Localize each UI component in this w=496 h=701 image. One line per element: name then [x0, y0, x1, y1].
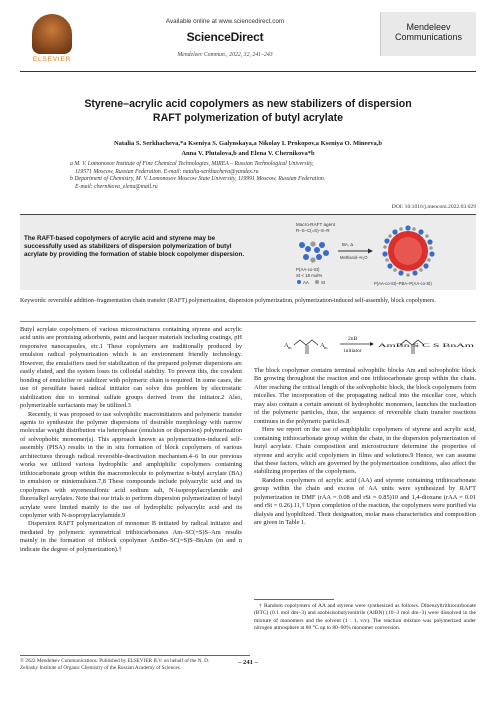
- copyright-notice: © 2022 Mendeleev Communications. Published by ELSEVIER B.V. on behalf of the N. D. Zelinsky Institute of Organic Chemistry of the Russian Academy of Sciences.: [20, 658, 210, 671]
- affiliation-a-line2: 119571 Moscow, Russian Federation. E-mail: natalia-serkhacheva@yandex.ru: [75, 168, 259, 175]
- legend-st-marker: [315, 280, 319, 284]
- micelle-particle: [382, 225, 434, 276]
- paragraph: Here we report on the use of amphiphilic copolymers of styrene and acrylic acid, containing trithiocarbonate group within the chain, in the dispersion polymerization of butyl acrylate. Chain composition and microstructure determine the properties of styrene and acrylic acid copolymers in films and solutions.9 Hence, we can assume that these factors, which are governed by the polymerization conditions, also affect the stabilizing properties of the copolymers.: [254, 426, 476, 476]
- journal-title-line1: Mendeleev: [406, 22, 451, 32]
- scheme-arrow-top: 2nB: [348, 336, 358, 342]
- copolymer-chain: [299, 241, 329, 262]
- abstract-text: The RAFT-based copolymers of acrylic acid and styrene may be successfully used as stabilizers of dispersion polymerization of butyl acrylate by providing the formation of stable block copolymer dispersion.: [24, 235, 245, 259]
- authors-line2[interactable]: Anna V. Plutalova,b and Elena V. Chernikova*b: [181, 149, 315, 157]
- graphic-product-label: P(AA-co-St)–PBA–P(AA-co-St): [374, 281, 432, 286]
- legend-aa-marker: [297, 280, 301, 284]
- footnote: [254, 603, 476, 632]
- keywords-divider: [20, 321, 476, 322]
- affiliation-a-line1: a M. V. Lomonosov Institute of Fine Chemical Technologies, MIREA – Russian Technological University,: [70, 161, 314, 167]
- title-line1: Styrene–acrylic acid copolymers as new stabilizers of dispersion: [84, 98, 412, 110]
- header-center: [100, 12, 350, 58]
- doi-link[interactable]: DOI: 10.1016/j.mencom.2022.03.029: [391, 204, 476, 210]
- sciencedirect-logo[interactable]: ScienceDirect: [186, 30, 264, 44]
- graphic-macro-label: Macro-RAFT agent: [296, 222, 335, 227]
- scheme-arrowhead: [370, 342, 374, 346]
- affiliation-a: [70, 161, 440, 176]
- scheme-right-label: AmBn S C S BnAm: [378, 343, 476, 349]
- publisher-name: ELSEVIER: [32, 56, 72, 63]
- abstract-graphic: [290, 219, 470, 287]
- scheme-arrow-bottom: initiator: [344, 348, 362, 354]
- keywords-text: Keywords: reversible addition–fragmentation chain transfer (RAFT) polymerization, dispersion polymerization, polymerization-induced self-assembly, block copolymers.: [20, 298, 436, 304]
- affiliation-b: [70, 176, 440, 191]
- footnote-divider: [254, 599, 334, 600]
- body-column-left: [20, 326, 242, 554]
- available-online[interactable]: Available online at www.sciencedirect.com: [165, 18, 285, 25]
- reaction-arrowhead: [368, 249, 373, 254]
- body-column-right: [254, 367, 476, 528]
- scheme-left-a2: A: [320, 342, 325, 349]
- authors-line1[interactable]: Natalia S. Serkhacheva,*a Kseniya S. Galynskaya,a Nikolay I. Prokopov,a Kseniya O. Mineeva,b: [113, 140, 383, 147]
- page-number: – 241 –: [238, 659, 258, 666]
- scheme-left-m2: m: [324, 345, 328, 350]
- graphic-formula-label: R–S–C(=S)–S–R: [296, 228, 330, 233]
- paragraph: Dispersion RAFT polymerization of monomer B initiated by radical initiator and mediated by polymeric symmetrical trithiocarbonates Am–SC(=S)S–Am results mainly in the formation of triblock copolymer AmBn–SC(=S)S–BnAm (m and n indicate the degree of polymerization).†: [20, 520, 242, 553]
- graphical-abstract: [20, 214, 476, 290]
- paragraph: Recently, it was proposed to use solvophilic macroinitiators and polymeric transfer agents to synthesize the polymer dispersions of desirable morphology with narrow molecular weight distribution via heterophase (emulsion or dispersion) polymerization of solvophobic monomer(s). This approach known as polymerization-induced self-assembly (PISA) results in the in situ formation of block copolymers of various architectures through radical reversible-deactivation mechanism.4–6 In our previous works we utilized various hydrophilic and amphiphilic copolymers containing trithiocarbonate group within the macromolecule to polymerize n-butyl acrylate (BA) in emulsion or miniemulsion.7,8 These compounds include polyacrylic acid and its copolymers with styrenesulfonic acid sodium salt, N-isopropylacrylamide and fluoroalkyl acrylates. Note that our trials to perform dispersion polymerization of butyl acrylate were limited mainly to the use of hydrophilic polyacrylic acid and its copolymer with N-isopropylacrylamide.9: [20, 410, 242, 519]
- scheme-left-m: m: [288, 345, 292, 350]
- scheme-left-a: A: [284, 342, 289, 349]
- elsevier-tree-icon: [32, 14, 72, 54]
- affiliation-b-line1: b Department of Chemistry, M. V. Lomonosov Moscow State University, 119991 Moscow, Russian Federation.: [70, 176, 326, 183]
- journal-title-line2: Communications: [394, 32, 463, 42]
- affiliations: [70, 161, 440, 191]
- legend-aa-label: AA: [303, 280, 309, 285]
- title-line2: RAFT polymerization of butyl acrylate: [152, 112, 344, 124]
- reaction-scheme: [254, 326, 476, 364]
- scheme-left-backbone: [294, 340, 318, 345]
- arrow-solvent-label: Methanol–H₂O: [340, 255, 368, 260]
- copyright-divider: [20, 655, 250, 656]
- graphic-polymer-label: P(AA-co-St): [296, 267, 320, 272]
- paragraph: Random copolymers of acrylic acid (AA) and styrene containing trithiocarbonate group within the chain and excess of AA units were synthesized by RAFT polymerization in DMF (rAA = 0.08 and rSt = 0.85)10 and 1,4-dioxane (rAA = 0.01 and rSt = 0.26).11,† Upon completion of the reaction, the copolymers were purified via dialysis and lyophilized. Their designation, molar mass characteristics and composition are given in Table 1.: [254, 476, 476, 527]
- graphic-st-label: St < 18 mol%: [296, 273, 323, 278]
- journal-header: [20, 12, 476, 72]
- author-list: [20, 139, 476, 158]
- legend-st-label: St: [321, 280, 326, 285]
- keywords: [20, 297, 476, 305]
- footnote-text: † Random copolymers of AA and styrene were synthesized as follows. Dibenzyltrithiocarbonate (BTC) (0.1 mol dm−3) and azobisisobutyronitrile (AIBN) (10−3 mol dm−3) were dissolved in the mixture of monomers and the solvent (1 : 1, v/v). The reaction mixture was polymerized under nitrogen atmosphere at 80 °C up to 80–90% monomer conversion.: [254, 603, 476, 631]
- affiliation-b-line2: E-mail: chernikova_elena@mail.ru: [75, 183, 158, 190]
- arrow-ba-label: BA, Δ: [342, 242, 354, 247]
- paragraph: Butyl acrylate copolymers of various microstructures containing styrene and acrylic acid units are promising adsorbents, paint and lacquer materials including coatings, pH responsive nanocapsules, etc.1 These copolymers are traditionally produced by emulsion radical polymerization which is an environment friendly technology. However, the emulsifiers used for stabilization of the prepared polymer dispersions are easily eluted, and the system loses its colloidal stability. To prevent this, the covalent bonding of emulsifier or stabilizer with polymeric chain is required. In some cases, the use of persulfate based radical initiator can solve this problem by electrostatic stabilization due to terminal sulfate groups derived from the initiator.2 Also, polymerizable surfactants may be utilized.3: [20, 326, 242, 410]
- journal-title-box[interactable]: [380, 12, 476, 56]
- article-title: [20, 97, 476, 125]
- header-divider: [20, 71, 476, 72]
- elsevier-logo[interactable]: [22, 14, 82, 66]
- citation: Mendeleev Commun., 2022, 32, 241–243: [177, 52, 273, 58]
- paragraph: The block copolymer contains terminal solvophilic blocks Am and solvophobic block Bn growing throughout the reaction and one trithiocarbonate group within the chain. After reaching the critical length of the solvophobic block, the block copolymers form micelles. The incorporation of the propagating radical into the micellar core, which may also contain a certain amount of hydrophobic monomers, launches the nucleation of the polymeric particles, thus, the sequence of reversible chain transfer reactions continues in the polymeric particles.8: [254, 367, 476, 425]
